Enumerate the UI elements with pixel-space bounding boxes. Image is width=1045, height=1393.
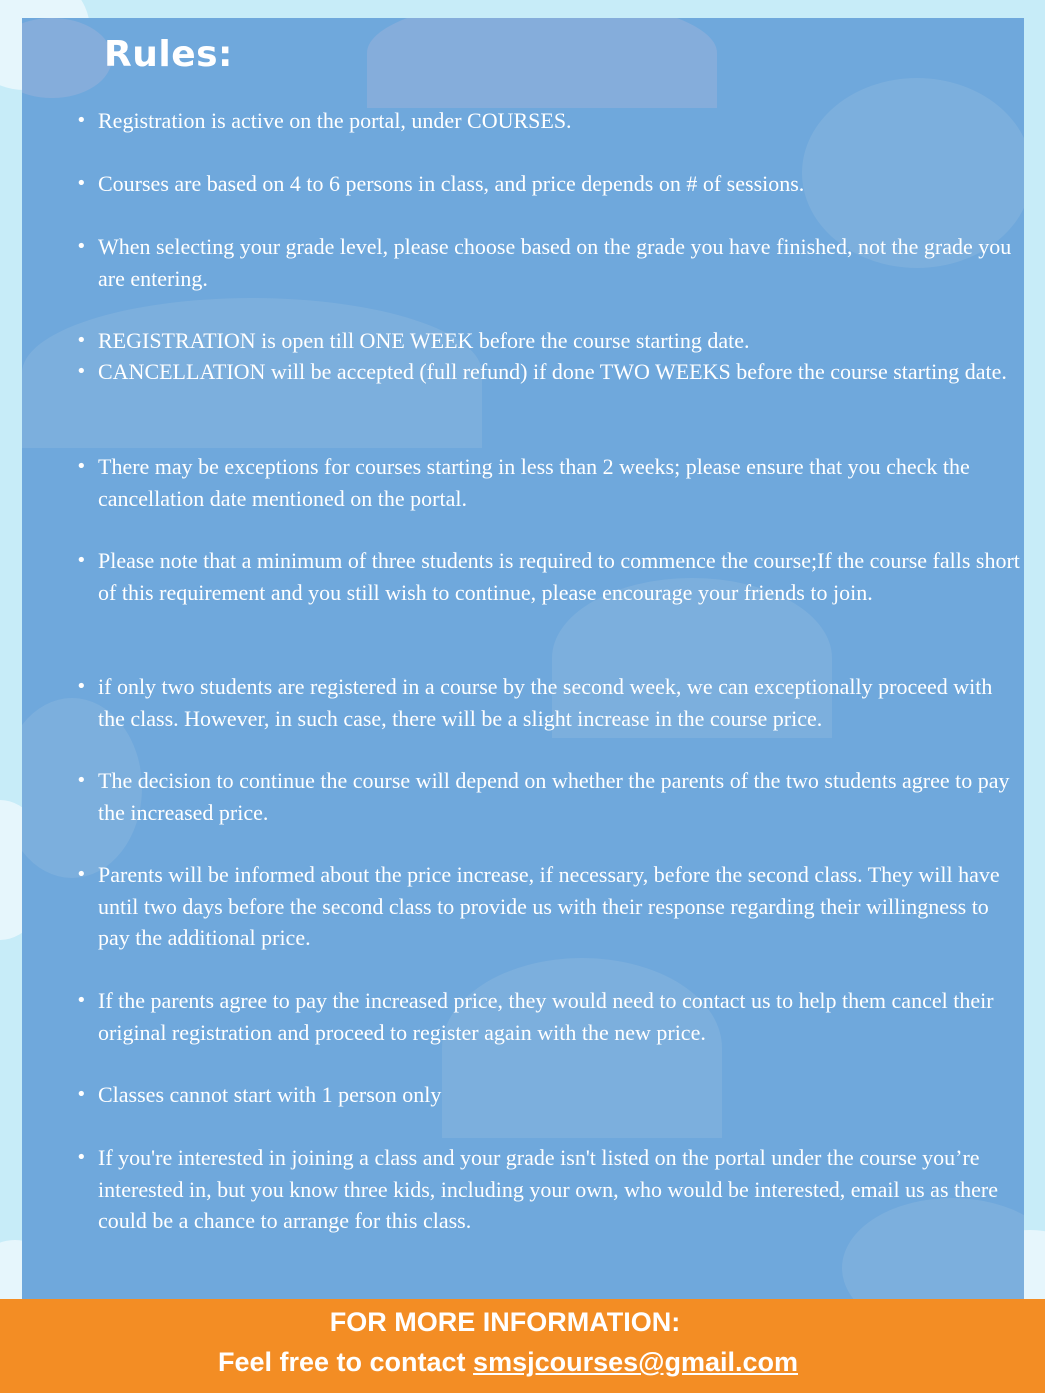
rule-item: • Parents will be informed about the price increase, if necessary, before the second class. They will have until two days before the second class to provide us with their response regarding their willingness to pay the additional price.: [76, 859, 1021, 954]
rule-item: • Courses are based on 4 to 6 persons in class, and price depends on # of sessions.: [76, 168, 1021, 200]
rule-item: • When selecting your grade level, please choose based on the grade you have finished, not the grade you are entering.: [76, 231, 1021, 294]
rule-item: • Please note that a minimum of three students is required to commence the course;If the course falls short of this requirement and you still wish to continue, please encourage your friends to join.: [76, 545, 1021, 608]
rule-item: • CANCELLATION will be accepted (full refund) if done TWO WEEKS before the course starting date.: [76, 356, 1021, 388]
rule-item: • Classes cannot start with 1 person only: [76, 1079, 1021, 1111]
panel-cloud: [22, 18, 112, 98]
contact-footer: [0, 1299, 1045, 1393]
rule-item: • There may be exceptions for courses starting in less than 2 weeks; please ensure that you check the cancellation date mentioned on the portal.: [76, 451, 1021, 514]
rule-item: • Registration is active on the portal, under COURSES.: [76, 105, 1021, 137]
rule-item: • If the parents agree to pay the increased price, they would need to contact us to help them cancel their original registration and proceed to register again with the new price.: [76, 985, 1021, 1048]
footer-heading: FOR MORE INFORMATION:: [329, 1307, 681, 1337]
email-link[interactable]: smsjcourses@gmail.com: [473, 1347, 799, 1377]
footer-contact-line: [0, 1347, 1016, 1378]
page-title: Rules:: [104, 34, 233, 75]
rules-panel: [22, 18, 1024, 1299]
rule-item: • The decision to continue the course will depend on whether the parents of the two students agree to pay the increased price.: [76, 765, 1021, 828]
rule-item: • if only two students are registered in a course by the second week, we can exceptionally proceed with the class. However, in such case, there will be a slight increase in the course price.: [76, 671, 1021, 734]
rule-item: • REGISTRATION is open till ONE WEEK before the course starting date.: [76, 325, 1021, 357]
contact-prefix: Feel free to contact: [217, 1347, 474, 1377]
rule-item: • If you're interested in joining a class and your grade isn't listed on the portal under the course you’re interested in, but you know three kids, including your own, who would be interested, email us as there could be a chance to arrange for this class.: [76, 1142, 1021, 1237]
panel-cloud: [367, 18, 717, 108]
